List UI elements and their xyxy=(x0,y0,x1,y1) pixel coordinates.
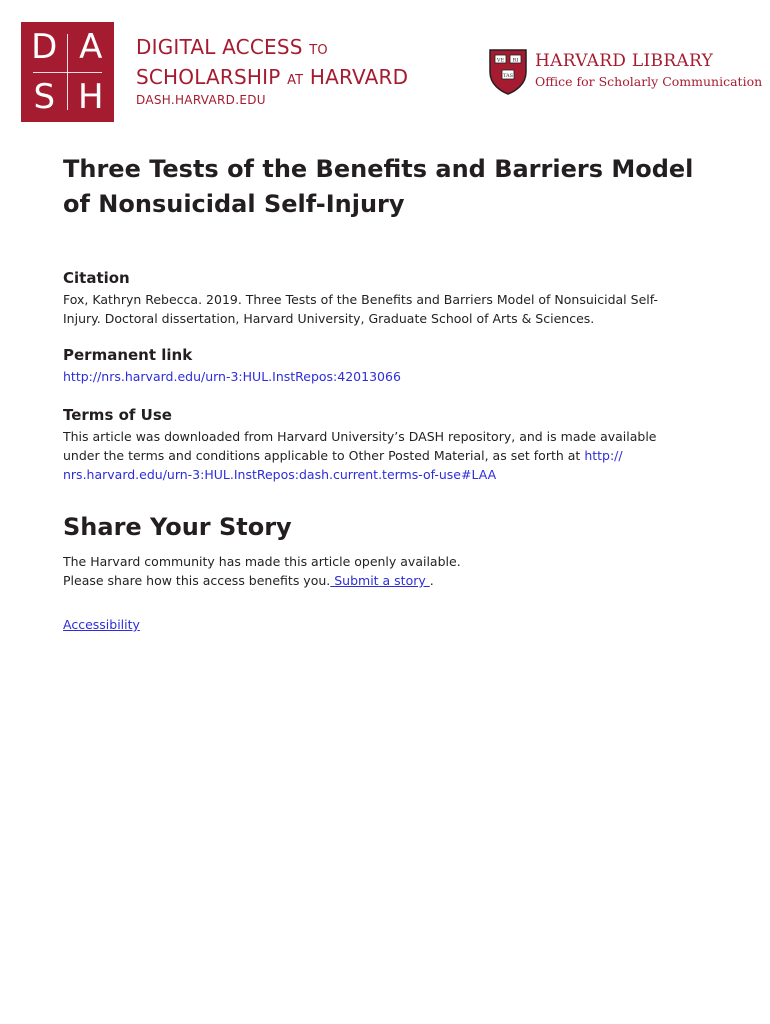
share-line-2: Please share how this access benefits you. xyxy=(63,573,331,588)
permalink-link[interactable]: http://nrs.harvard.edu/urn-3:HUL.InstRepos:42013066 xyxy=(63,369,401,384)
terms-heading: Terms of Use xyxy=(63,406,172,424)
dash-logo xyxy=(21,22,114,122)
share-heading: Share Your Story xyxy=(63,513,292,541)
accessibility-link[interactable]: Accessibility xyxy=(63,617,140,632)
dash-title-line1: DIGITAL ACCESS xyxy=(136,35,303,59)
permalink-heading: Permanent link xyxy=(63,346,193,364)
citation-line-1: Fox, Kathryn Rebecca. 2019. Three Tests of the Benefits and Barriers Model of Nonsuicidal Self- xyxy=(63,292,658,307)
terms-section xyxy=(63,405,713,484)
submit-story-link[interactable]: Submit a story xyxy=(330,573,430,588)
dash-title-to: TO xyxy=(309,43,328,58)
terms-line-2: under the terms and conditions applicable to Other Posted Material, as set forth at xyxy=(63,448,581,463)
citation-section xyxy=(63,268,713,328)
document-content xyxy=(63,152,713,634)
dash-url: DASH.HARVARD.EDU xyxy=(136,93,266,107)
shield-text-ve: VE xyxy=(496,57,505,64)
harvard-shield-icon xyxy=(488,48,528,96)
dash-logo-letter-h: H xyxy=(77,77,104,117)
terms-link-part-1[interactable]: http:// xyxy=(584,448,623,463)
dash-logo-letter-s: S xyxy=(33,77,56,117)
dash-title-scholarship: SCHOLARSHIP xyxy=(136,65,281,89)
terms-line-1: This article was downloaded from Harvard University’s DASH repository, and is made available xyxy=(63,429,657,444)
shield-text-tas: TAS xyxy=(502,73,514,79)
dash-title-at: AT xyxy=(287,73,304,88)
permalink-section xyxy=(63,345,713,386)
citation-line-2: Injury. Doctoral dissertation, Harvard University, Graduate School of Arts & Sciences. xyxy=(63,311,595,326)
share-section xyxy=(63,511,713,590)
dash-logo-divider-horizontal xyxy=(33,72,102,73)
share-line-end: . xyxy=(429,573,434,588)
share-line-1: The Harvard community has made this article openly available. xyxy=(63,554,461,569)
terms-link-part-2[interactable]: nrs.harvard.edu/urn-3:HUL.InstRepos:dash.current.terms-of-use#LAA xyxy=(63,467,497,482)
dash-title xyxy=(136,34,408,94)
harvard-library-name: HARVARD LIBRARY xyxy=(535,51,714,71)
shield-text-ri: RI xyxy=(512,57,519,64)
dash-title-harvard: HARVARD xyxy=(309,65,409,89)
dash-logo-letter-a: A xyxy=(79,27,103,67)
dash-logo-letter-d: D xyxy=(31,27,58,67)
citation-heading: Citation xyxy=(63,269,130,287)
document-title: Three Tests of the Benefits and Barriers Model of Nonsuicidal Self-Injury xyxy=(63,155,694,218)
harvard-library-subtitle: Office for Scholarly Communication xyxy=(535,74,763,89)
